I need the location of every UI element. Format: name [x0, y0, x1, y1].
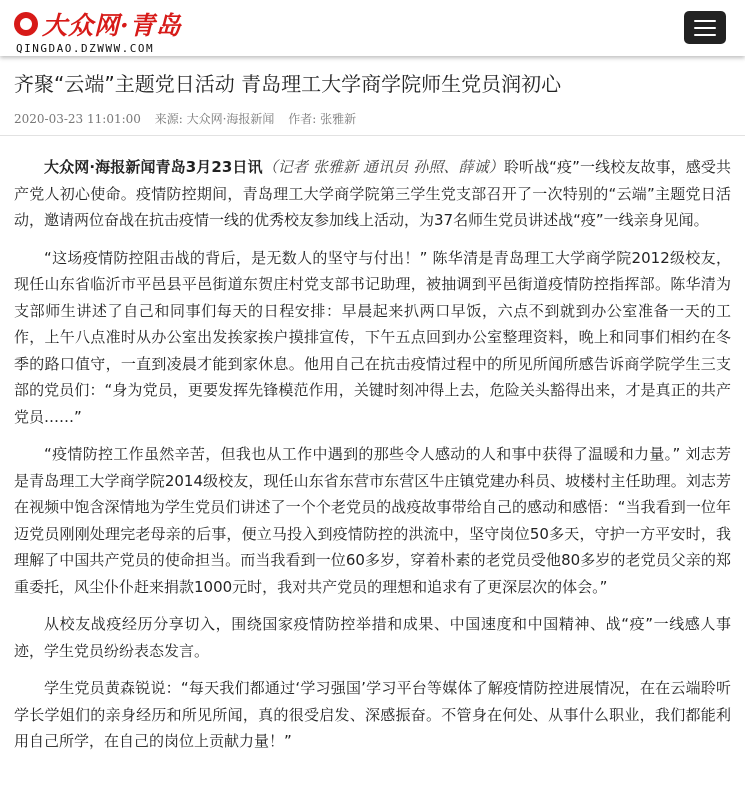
- hamburger-icon: [694, 27, 716, 29]
- article-source: 来源: 大众网·海报新闻: [154, 112, 275, 126]
- body-paragraph: 从校友战疫经历分享切入，围绕国家疫情防控举措和成果、中国速度和中国精神、战“疫”一线感人事迹，学生党员纷纷表态发言。: [14, 615, 731, 660]
- article-body: [0, 136, 745, 755]
- lead-paragraph: [14, 154, 731, 234]
- hamburger-icon: [694, 34, 716, 36]
- logo-mark-icon: [14, 12, 38, 36]
- hamburger-icon: [694, 20, 716, 22]
- article-meta: [14, 110, 731, 127]
- lead-text: 聆听战“疫”一线校友故事，感受共产党人初心使命。疫情防控期间，青岛理工大学商学院第三学生党支部召开了一次特别的“云端”主题党日活动，邀请两位奋战在抗击疫情一线的优秀校友参加线上活动，为37名师生党员讲述战“疫”一线亲身见闻。: [14, 158, 732, 229]
- body-paragraph: “这场疫情防控阻击战的背后，是无数人的坚守与付出！” 陈华清是青岛理工大学商学院2012级校友，现任山东省临沂市平邑县平邑街道东贺庄村党支部书记助理，被抽调到平邑街道疫情防控指挥部。陈华清为支部师生讲述了自己和同事们每天的日程安排：早晨起来扒两口早饭，六点不到就到办公室准备一天的工作，上午八点准时从办公室出发挨家挨户摸排宣传，下午五点回到办公室整理资料，晚上和同事们相约在冬季的路口值守，一直到凌晨才能到家休息。他用自己在抗击疫情过程中的所见所闻所感告诉商学院学生三支部的党员们：“身为党员，更要发挥先锋模范作用，关键时刻冲得上去，危险关头豁得出来，才是真正的共产党员……”: [14, 248, 731, 426]
- site-header: [0, 0, 745, 56]
- menu-button[interactable]: [684, 11, 726, 44]
- logo-main: [14, 6, 182, 42]
- logo-domain: QINGDAO.DZWWW.COM: [16, 42, 155, 55]
- dateline: 大众网·海报新闻青岛3月23日讯: [44, 158, 263, 176]
- article-author: 作者: 张雅新: [288, 112, 357, 126]
- logo-text: 大众网·青岛: [42, 11, 182, 40]
- body-paragraph: “疫情防控工作虽然辛苦，但我也从工作中遇到的那些令人感动的人和事中获得了温暖和力量。” 刘志芳是青岛理工大学商学院2014级校友，现任山东省东营市东营区牛庄镇党建办科员、坡楼村主任助理。刘志芳在视频中饱含深情地为学生党员们讲述了一个个老党员的战疫故事带给自己的感动和感悟：“当我看到一位年迈党员刚刚处理完老母亲的后事，便立马投入到疫情防控的洪流中，坚守岗位50多天，守护一方平安时，我理解了中国共产党员的使命担当。而当我看到一位60多岁，穿着朴素的老党员受他80多岁的老党员父亲的郑重委托，风尘仆仆赶来捐款1000元时，我对共产党员的理想和追求有了更深层次的体会。”: [14, 445, 731, 596]
- byline: （记者 张雅新 通讯员 孙照、薛诚）: [262, 158, 504, 176]
- article-title: 齐聚“云端”主题党日活动 青岛理工大学商学院师生党员润初心: [14, 72, 562, 96]
- body-paragraph: 学生党员黄森锐说：“每天我们都通过‘学习强国’学习平台等媒体了解疫情防控进展情况，在在云端聆听学长学姐们的亲身经历和所见所闻，真的很受启发、深感振奋。不管身在何处、从事什么职业，我们都能利用自己所学，在自己的岗位上贡献力量！”: [14, 679, 731, 750]
- site-logo[interactable]: [14, 6, 182, 55]
- publish-datetime: 2020-03-23 11:01:00: [14, 112, 141, 126]
